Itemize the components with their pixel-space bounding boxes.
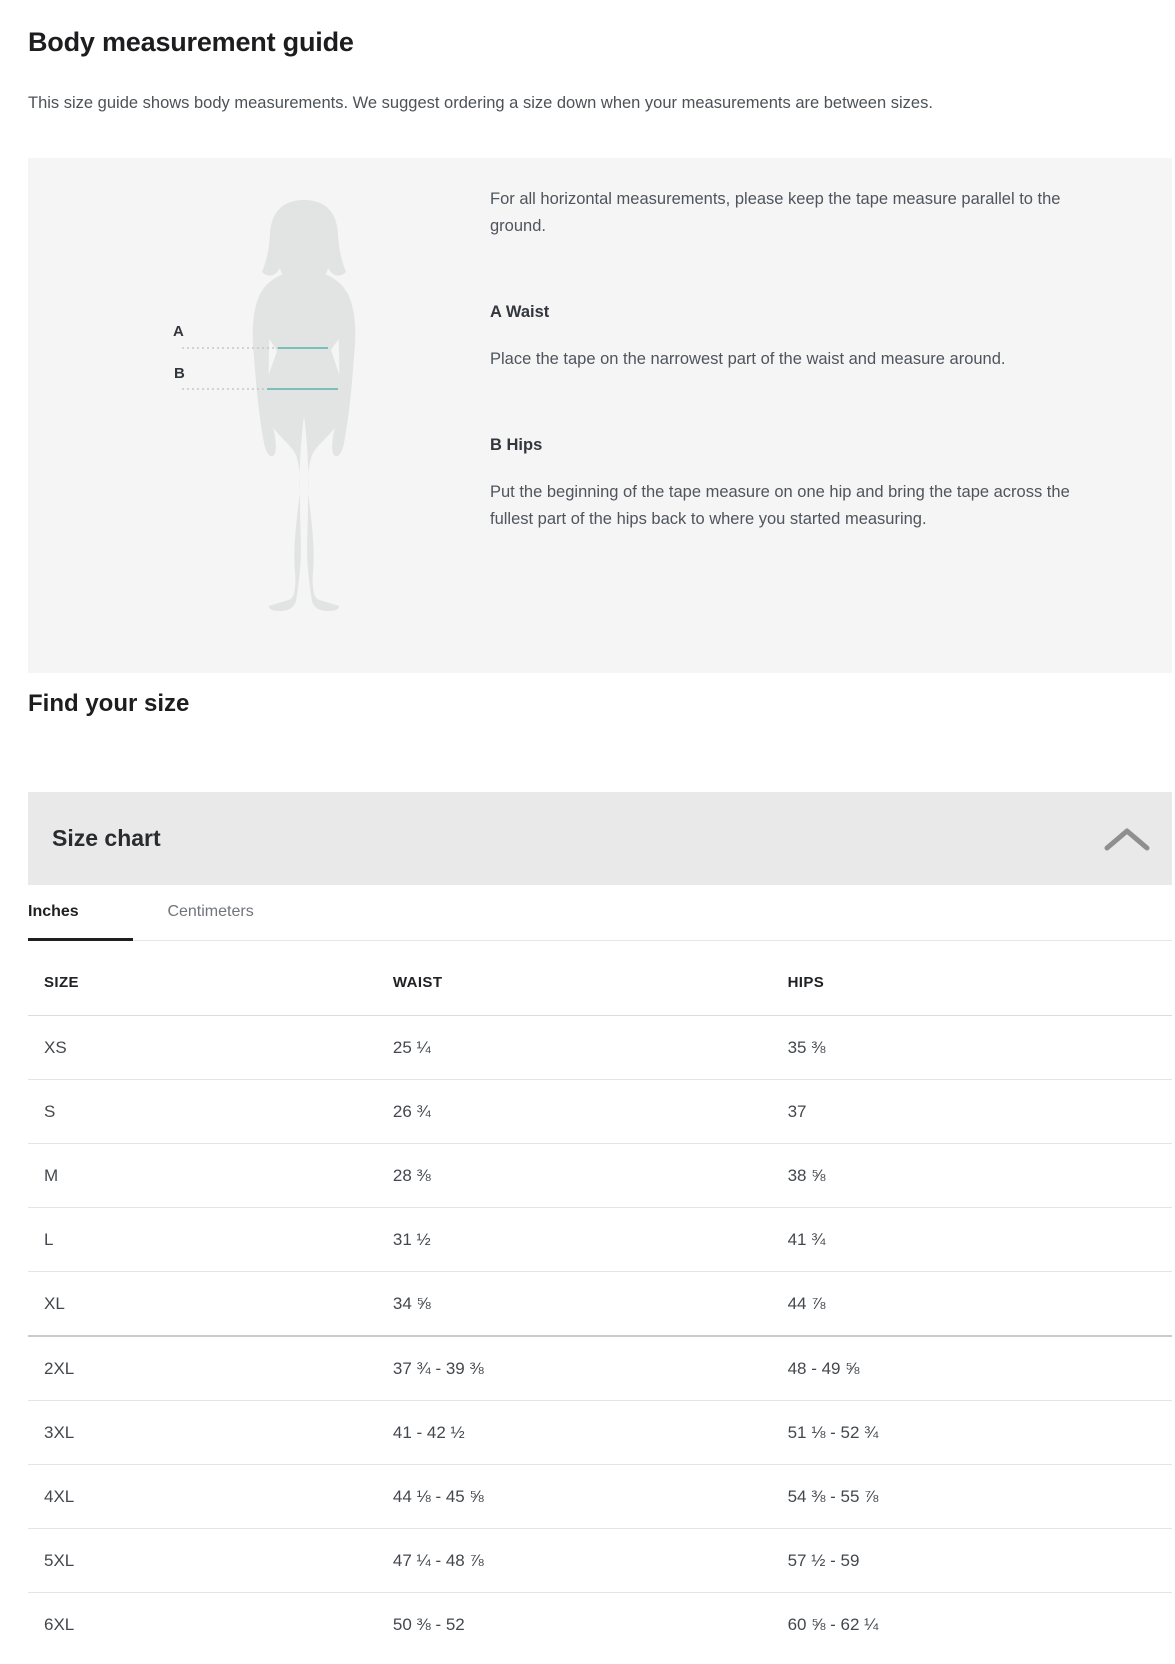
size-cell: 4XL (44, 1487, 75, 1506)
measuring-instructions (490, 186, 1075, 533)
column-header-hips: HIPS (787, 974, 825, 991)
size-chart-title: Size chart (52, 825, 161, 851)
chevron-up-icon (1104, 826, 1150, 852)
unit-tabs (28, 885, 1172, 941)
hips-cell: 38 ⅝ (787, 1166, 826, 1185)
hips-cell: 48 - 49 ⅝ (787, 1359, 860, 1378)
table-row (28, 1144, 1172, 1208)
waist-cell: 34 ⅝ (392, 1294, 431, 1313)
size-cell: S (44, 1102, 56, 1121)
table-row (28, 1529, 1172, 1593)
column-header-size: SIZE (44, 974, 79, 991)
waist-marker-label: A (173, 323, 184, 340)
waist-cell: 47 ¼ - 48 ⅞ (392, 1551, 484, 1570)
waist-cell: 26 ¾ (392, 1102, 431, 1121)
size-cell: M (44, 1166, 59, 1185)
table-row (28, 1272, 1172, 1337)
table-row (28, 1593, 1172, 1657)
female-body-silhouette-illustration (28, 158, 488, 673)
hips-cell: 37 (787, 1102, 807, 1121)
size-chart-table (28, 941, 1172, 1656)
size-chart-section (28, 792, 1172, 1656)
waist-cell: 37 ¾ - 39 ⅜ (392, 1359, 484, 1378)
tab-centimeters[interactable]: Centimeters (167, 885, 272, 941)
size-cell: 5XL (44, 1551, 75, 1570)
hips-cell: 35 ⅜ (787, 1038, 826, 1057)
tab-inches[interactable]: Inches (28, 885, 133, 941)
column-header-waist: WAIST (392, 974, 443, 991)
size-cell: 2XL (44, 1359, 75, 1378)
size-chart-collapse-header[interactable] (28, 792, 1172, 885)
hips-section-text: Put the beginning of the tape measure on one hip and bring the tape across the fullest part of the hips back to where you started measuring. (490, 483, 1070, 528)
size-cell: XL (44, 1294, 65, 1313)
hips-cell: 41 ¾ (787, 1230, 826, 1249)
waist-cell: 25 ¼ (392, 1038, 431, 1057)
measuring-note: For all horizontal measurements, please keep the tape measure parallel to the ground. (490, 190, 1061, 235)
hips-cell: 60 ⅝ - 62 ¼ (787, 1615, 879, 1634)
measuring-guide-panel (28, 158, 1172, 673)
hips-section-title: B Hips (490, 436, 543, 454)
hips-cell: 54 ⅜ - 55 ⅞ (787, 1487, 879, 1506)
size-cell: L (44, 1230, 54, 1249)
find-your-size-heading: Find your size (28, 690, 190, 717)
size-cell: 3XL (44, 1423, 75, 1442)
waist-cell: 31 ½ (392, 1230, 431, 1249)
hips-marker-label: B (174, 365, 185, 382)
table-row (28, 1465, 1172, 1529)
table-row (28, 1080, 1172, 1144)
table-row (28, 1336, 1172, 1401)
silhouette-area (28, 158, 488, 673)
page-title: Body measurement guide (28, 27, 354, 57)
waist-cell: 28 ⅜ (392, 1166, 431, 1185)
table-row (28, 1401, 1172, 1465)
size-cell: XS (44, 1038, 67, 1057)
hips-cell: 44 ⅞ (787, 1294, 826, 1313)
table-header-row (28, 941, 1172, 1016)
page-intro: This size guide shows body measurements. We suggest ordering a size down when your measurements are between sizes. (28, 94, 933, 112)
waist-cell: 41 - 42 ½ (392, 1423, 465, 1442)
hips-cell: 51 ⅛ - 52 ¾ (787, 1423, 879, 1442)
waist-cell: 44 ⅛ - 45 ⅝ (392, 1487, 484, 1506)
size-cell: 6XL (44, 1615, 75, 1634)
waist-cell: 50 ⅜ - 52 (392, 1615, 465, 1634)
waist-section-title: A Waist (490, 303, 550, 321)
hips-cell: 57 ½ - 59 (787, 1551, 860, 1570)
waist-section-text: Place the tape on the narrowest part of the waist and measure around. (490, 350, 1006, 368)
table-row (28, 1016, 1172, 1080)
table-row (28, 1208, 1172, 1272)
